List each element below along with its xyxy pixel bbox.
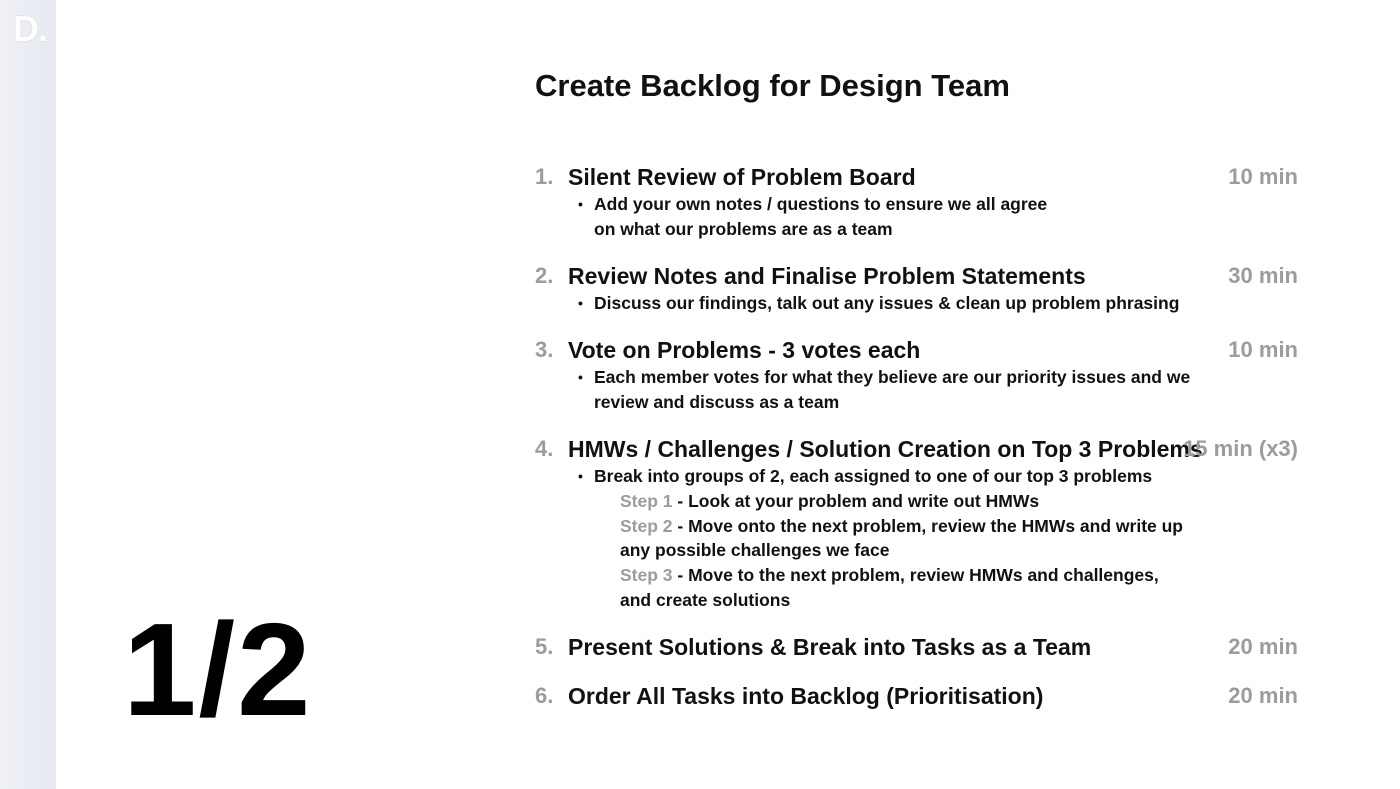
- step-3: [620, 563, 1200, 588]
- step-2: [620, 514, 1200, 539]
- bullet-line: Each member votes for what they believe are our priority issues and we: [594, 367, 1191, 387]
- logo: [13, 8, 47, 50]
- item-duration: 15 min (x3): [1183, 436, 1298, 461]
- agenda-item-5: [535, 632, 1300, 681]
- item-bullet: [578, 365, 1194, 415]
- item-duration: 10 min: [1228, 164, 1298, 189]
- item-number: 6.: [535, 683, 554, 708]
- bullet-line: Discuss our findings, talk out any issues & clean up problem phrasing: [594, 293, 1180, 313]
- item-bullet: [578, 464, 1194, 489]
- step-2-continued: any possible challenges we face: [620, 540, 890, 561]
- bullet-line: Break into groups of 2, each assigned to one of our top 3 problems: [594, 466, 1153, 486]
- page-title: Create Backlog for Design Team: [535, 68, 1010, 103]
- item-duration: 20 min: [1228, 634, 1298, 659]
- logo-dot: .: [38, 8, 48, 49]
- step-label: Step 1: [620, 490, 673, 511]
- item-title: Silent Review of Problem Board: [568, 164, 916, 190]
- side-strip: [0, 0, 56, 789]
- item-number: 4.: [535, 436, 554, 461]
- item-title: Vote on Problems - 3 votes each: [568, 337, 921, 363]
- agenda-list: [535, 162, 1300, 721]
- bullet-icon: •: [578, 196, 583, 212]
- step-3-continued: and create solutions: [620, 589, 791, 610]
- item-title: Present Solutions & Break into Tasks as a Team: [568, 634, 1092, 660]
- step-label: Step 2: [620, 515, 673, 536]
- bullet-line: on what our problems are as a team: [594, 218, 893, 239]
- step-list: [620, 489, 1200, 613]
- bullet-icon: •: [578, 369, 583, 385]
- step-text: - Look at your problem and write out HMWs: [672, 490, 1040, 511]
- agenda-item-3: [535, 335, 1300, 434]
- slide-counter: 1/2: [123, 596, 313, 743]
- item-title: Order All Tasks into Backlog (Prioritisation): [568, 683, 1044, 709]
- logo-letter: D: [13, 8, 38, 49]
- step-text: - Move to the next problem, review HMWs and challenges,: [672, 565, 1159, 586]
- item-duration: 20 min: [1228, 683, 1298, 708]
- step-label: Step 3: [620, 565, 673, 586]
- bullet-icon: •: [578, 295, 583, 311]
- item-number: 5.: [535, 634, 554, 659]
- item-duration: 30 min: [1228, 263, 1298, 288]
- item-title: Review Notes and Finalise Problem Statements: [568, 263, 1086, 289]
- agenda-item-6: [535, 681, 1300, 721]
- bullet-icon: •: [578, 468, 583, 484]
- item-bullet: [578, 291, 1194, 316]
- step-text: - Move onto the next problem, review the HMWs and write up: [672, 515, 1183, 536]
- step-1: [620, 489, 1200, 514]
- bullet-line: Add your own notes / questions to ensure we all agree: [594, 194, 1048, 214]
- item-bullet: [578, 192, 1194, 242]
- agenda-item-1: [535, 162, 1300, 261]
- item-number: 2.: [535, 263, 554, 288]
- agenda-panel: [535, 66, 1300, 709]
- item-title: HMWs / Challenges / Solution Creation on Top 3 Problems: [568, 436, 1203, 462]
- agenda-item-2: [535, 261, 1300, 335]
- item-number: 1.: [535, 164, 554, 189]
- agenda-item-4: [535, 434, 1300, 632]
- bullet-line: review and discuss as a team: [594, 391, 840, 412]
- item-duration: 10 min: [1228, 337, 1298, 362]
- item-number: 3.: [535, 337, 554, 362]
